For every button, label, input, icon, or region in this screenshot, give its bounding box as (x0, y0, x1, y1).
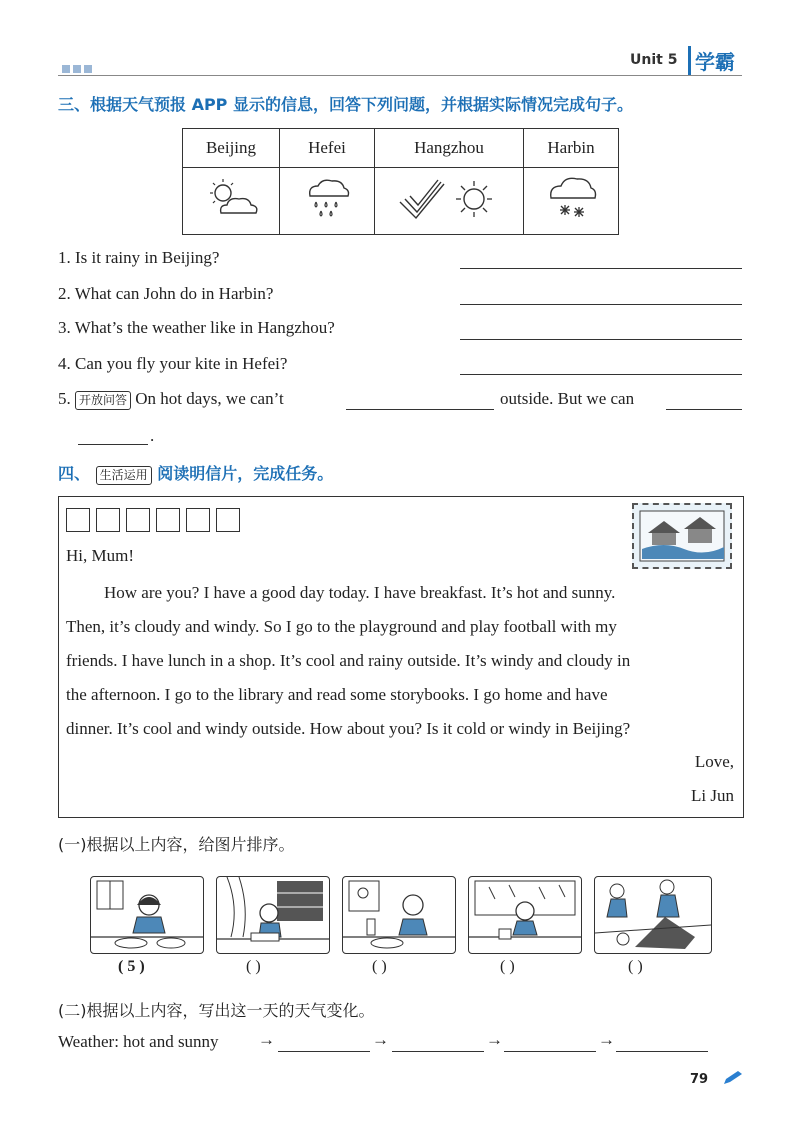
weather-blank-3[interactable] (504, 1051, 596, 1052)
stamp-icon (632, 503, 732, 569)
unit-label: Unit 5 (630, 52, 678, 68)
section4-title-text: 阅读明信片，完成任务。 (157, 464, 334, 483)
question-2: 2. What can John do in Harbin? (58, 284, 274, 303)
city-hefei: Hefei (280, 129, 375, 168)
picture-lunch-shop (468, 876, 582, 954)
postcard-line-3: friends. I have lunch in a shop. It’s cool and rainy outside. It’s windy and cloudy in (66, 651, 631, 670)
picture-library (216, 876, 330, 954)
brand-logo: 学霸 (688, 46, 735, 75)
postcard-line-1: How are you? I have a good day today. I have breakfast. It’s hot and sunny. (104, 583, 616, 602)
pencil-icon (722, 1070, 744, 1091)
arrow-3: → (486, 1030, 503, 1049)
weather-blank-4[interactable] (616, 1051, 708, 1052)
postcard-greeting: Hi, Mum! (66, 546, 134, 565)
weather-blank-2[interactable] (392, 1051, 484, 1052)
question-4: 4. Can you fly your kite in Hefei? (58, 354, 288, 373)
part1-title: (一)根据以上内容，给图片排序。 (58, 835, 295, 854)
city-harbin: Harbin (524, 129, 619, 168)
answer-line-3[interactable] (460, 339, 742, 340)
answer-picture-5[interactable]: ( ) (628, 958, 643, 975)
question-5 (58, 389, 284, 410)
postcard-line-5: dinner. It’s cool and windy outside. How about you? Is it cold or windy in Beijing? (66, 719, 631, 738)
section4-title (58, 461, 333, 485)
answer-picture-2[interactable]: ( ) (246, 958, 261, 975)
weather-table (182, 128, 619, 235)
picture-football (594, 876, 712, 954)
section3-title: 三、根据天气预报 APP 显示的信息，回答下列问题，并根据实际情况完成句子。 (58, 95, 633, 114)
postcard-line-2: Then, it’s cloudy and windy. So I go to the playground and play football with my (66, 617, 617, 636)
postcard-signature: Li Jun (691, 786, 734, 805)
city-hangzhou: Hangzhou (375, 129, 524, 168)
question-5-end: . (150, 426, 155, 445)
answer-line-1[interactable] (460, 268, 742, 269)
answer-line-4[interactable] (460, 374, 742, 375)
city-beijing: Beijing (183, 129, 280, 168)
weather-blank-1[interactable] (278, 1051, 370, 1052)
postcard-line-4: the afternoon. I go to the library and read some storybooks. I go home and have (66, 685, 608, 704)
open-question-tag: 开放问答 (75, 391, 131, 410)
picture-dinner (342, 876, 456, 954)
sunny-cloudy-icon (183, 168, 280, 235)
question-5-part1: On hot days, we can’t (135, 389, 284, 408)
blank-q5-a[interactable] (346, 409, 494, 410)
question-5-number: 5. (58, 389, 71, 408)
rainy-icon (280, 168, 375, 235)
snowy-icon (524, 168, 619, 235)
part2-title: (二)根据以上内容，写出这一天的天气变化。 (58, 1001, 375, 1020)
arrow-4: → (598, 1030, 615, 1049)
blank-q5-b[interactable] (666, 409, 742, 410)
arrow-2: → (372, 1030, 389, 1049)
question-1: 1. Is it rainy in Beijing? (58, 248, 220, 267)
arrow-1: → (258, 1030, 275, 1049)
answer-picture-1[interactable]: ( 5 ) (118, 958, 145, 975)
blank-q5-c[interactable] (78, 444, 148, 445)
header-rule (58, 75, 742, 76)
page-number: 79 (690, 1072, 709, 1087)
question-5-part2: outside. But we can (500, 389, 635, 408)
answer-picture-4[interactable]: ( ) (500, 958, 515, 975)
answer-line-2[interactable] (460, 304, 742, 305)
section4-prefix: 四、 (58, 464, 91, 483)
answer-picture-3[interactable]: ( ) (372, 958, 387, 975)
weather-label: Weather: hot and sunny (58, 1032, 219, 1051)
postcode-boxes (66, 508, 246, 537)
windy-sunny-icon (375, 168, 524, 235)
life-use-tag: 生活运用 (96, 466, 152, 485)
picture-breakfast (90, 876, 204, 954)
question-3: 3. What’s the weather like in Hangzhou? (58, 318, 335, 337)
postcard-closing: Love, (694, 752, 734, 771)
